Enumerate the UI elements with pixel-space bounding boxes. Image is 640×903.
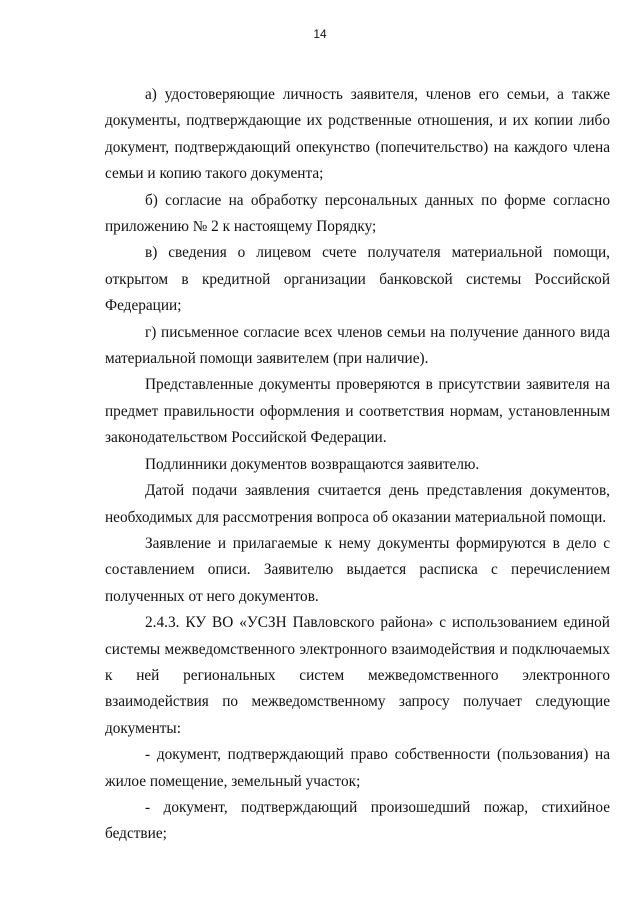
- paragraph-originals-returned: Подлинники документов возвращаются заявителю.: [145, 455, 480, 473]
- page-number: 14: [313, 27, 327, 41]
- paragraph-case-file: Заявление и прилагаемые к нему документы формируются в дело с составлением описи. Заявителю выдается расписка с перечислением полученных от него документов.: [105, 534, 610, 605]
- list-item-ownership-document: - документ, подтверждающий право собственности (пользования) на жилое помещение, земельный участок;: [105, 746, 610, 790]
- document-body: [105, 82, 610, 848]
- paragraph-section-2-4-3: 2.4.3. КУ ВО «УСЗН Павловского района» с использованием единой системы межведомственного электронного взаимодействия и подключаемых к ней региональных систем межведомственного электронного взаимодействия по межведомственному запросу получает следующие документы:: [105, 614, 610, 737]
- paragraph-item-b: б) согласие на обработку персональных данных по форме согласно приложению № 2 к настоящему Порядку;: [105, 191, 610, 236]
- paragraph-submission-date: Датой подачи заявления считается день представления документов, необходимых для рассмотрения вопроса об оказании материальной помощи.: [105, 482, 610, 526]
- paragraph-item-v: в) сведения о лицевом счете получателя материальной помощи, открытом в кредитной организации банковской системы Российской Федерации;: [105, 244, 610, 315]
- paragraph-documents-check: Представленные документы проверяются в присутствии заявителя на предмет правильности оформления и соответствия нормам, установленным законодательством Российской Федерации.: [105, 376, 610, 447]
- paragraph-item-a: а) удостоверяющие личность заявителя, членов его семьи, а также документы, подтверждающие их родственные отношения, и их копии либо документ, подтверждающий опекунство (попечительство) на каждого члена семьи и копию такого документа;: [105, 86, 610, 183]
- list-item-disaster-document: - документ, подтверждающий произошедший пожар, стихийное бедствие;: [105, 798, 610, 843]
- paragraph-item-g: г) письменное согласие всех членов семьи на получение данного вида материальной помощи заявителем (при наличие).: [105, 323, 610, 368]
